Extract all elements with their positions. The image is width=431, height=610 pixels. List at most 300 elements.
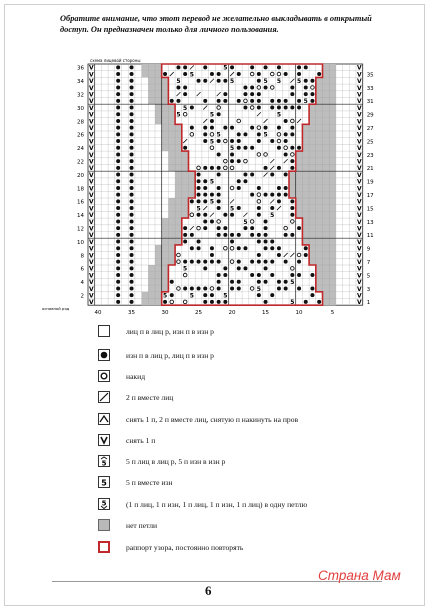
purl-dot [237,139,241,143]
purl-dot [284,280,288,284]
slip-stitch-mark: V [357,138,362,146]
purl-dot [257,273,261,277]
purl-dot [163,72,167,76]
slip-stitch-mark: V [89,145,94,153]
up-5-icon [98,455,110,467]
slash-icon [98,391,110,403]
purl-dot [130,186,134,190]
five-stitch-mark: 5 [243,218,248,226]
column-number: 5 [330,310,335,317]
purl-dot [284,193,288,197]
purl-dot [203,193,207,197]
purl-dot [290,126,294,130]
purl-dot [250,273,254,277]
purl-dot [270,260,274,264]
five-stitch-mark: 5 [276,78,282,86]
row-number-left: 12 [77,226,84,233]
purl-dot [277,280,281,284]
row-number-right: 17 [366,192,374,199]
slip-stitch-mark: V [357,118,362,126]
purl-dot [183,240,187,244]
purl-dot [257,79,261,83]
purl-dot [197,286,201,290]
purl-dot [250,85,254,89]
row-number-right: 3 [366,286,371,293]
no-stitch-cell [148,91,168,98]
purl-dot [237,99,241,103]
five-stitch-mark: 5 [196,205,201,213]
slip-stitch-mark: V [357,292,362,300]
row-number-left: 26 [77,132,84,139]
purl-dot [257,206,261,210]
purl-dot [116,226,120,230]
purl-dot [217,186,221,190]
purl-dot [250,193,254,197]
slip-stitch-mark: V [89,84,94,92]
purl-dot [217,166,221,170]
purl-dot [230,213,234,217]
no-stitch-cell [302,138,336,145]
purl-dot [264,219,268,223]
legend-row [98,324,214,338]
purl-dot [237,146,241,150]
five-icon [98,476,110,488]
five-stitch-mark: 5 [162,292,168,300]
purl-dot [183,85,187,89]
legend-row [98,475,173,489]
purl-dot [243,132,247,136]
purl-dot [264,246,268,250]
row-number-right: 27 [366,125,374,132]
purl-dot [290,159,294,163]
row-number-left: 10 [77,239,84,246]
purl-dot [223,266,227,270]
purl-dot [310,79,314,83]
slip-stitch-mark: V [89,98,94,106]
purl-dot [237,159,241,163]
purl-dot [217,193,221,197]
purl-dot [203,186,207,190]
purl-dot [210,246,214,250]
purl-dot [210,219,214,223]
purl-dot [130,300,134,304]
purl-dot [116,233,120,237]
purl-dot [257,72,261,76]
purl-dot [264,85,268,89]
purl-dot [230,280,234,284]
purl-dot [237,179,241,183]
no-stitch-cell [142,71,162,78]
row-number-right: 23 [366,152,374,159]
purl-dot [130,226,134,230]
purl-dot [116,206,120,210]
purl-dot [223,300,227,304]
purl-dot [203,65,207,69]
purl-dot [250,65,254,69]
purl-dot [210,166,214,170]
slip-stitch-mark: V [357,64,362,72]
slip-stitch-mark: V [89,198,94,206]
purl-dot [264,260,268,264]
purl-dot [197,193,201,197]
row-number-right: 31 [366,99,374,106]
purl-dot [217,99,221,103]
row-number-right: 19 [366,179,374,186]
purl-dot [116,139,120,143]
row-number-left: 28 [77,119,84,126]
purl-dot [237,206,241,210]
purl-dot [116,179,120,183]
row-number-left: 18 [77,186,84,193]
five-stitch-mark: 5 [303,98,308,106]
slip-stitch-mark: V [357,78,362,86]
caret-icon [98,413,110,425]
purl-dot [243,266,247,270]
purl-dot [304,246,308,250]
purl-dot [284,233,288,237]
no-stitch-cell [148,84,168,91]
legend-text: нет петли [126,520,158,530]
purl-dot [116,260,120,264]
no-stitch-cell [155,252,175,259]
purl-dot [243,85,247,89]
purl-dot [230,286,234,290]
purl-dot [203,79,207,83]
purl-dot [230,139,234,143]
purl-dot [176,65,180,69]
purl-dot [210,253,214,257]
five-stitch-mark: 5 [209,198,215,206]
no-stitch-cell [162,138,182,145]
row-number-right: 1 [366,300,371,307]
purl-dot [217,260,221,264]
purl-dot [237,266,241,270]
no-stitch-cell [316,265,336,272]
purl-dot [230,65,234,69]
no-stitch-cell [155,104,175,111]
purl-dot [237,233,241,237]
page-number: 6 [205,583,212,598]
legend-text: 5 п вместе изн [126,477,173,487]
no-stitch-cell [162,144,182,151]
purl-dot [264,233,268,237]
purl-dot [257,99,261,103]
purl-dot [270,106,274,110]
purl-dot [130,293,134,297]
purl-dot [203,286,207,290]
slip-stitch-mark: V [357,205,362,213]
purl-dot [170,293,174,297]
no-stitch-cell [162,218,182,225]
purl-dot [257,253,261,257]
five-stitch-mark: 5 [189,71,194,79]
no-stitch-cell [162,232,182,239]
no-stitch-cell [175,171,195,178]
slip-stitch-mark: V [89,118,94,126]
purl-dot [304,253,308,257]
row-number-left: 8 [80,253,84,260]
purl-dot [290,166,294,170]
purl-dot [130,260,134,264]
purl-dot [197,199,201,203]
row-number-left: 16 [77,199,84,206]
purl-dot [116,240,120,244]
purl-dot [290,273,294,277]
slip-stitch-mark: V [357,245,362,253]
slip-stitch-mark: V [357,104,362,112]
slip-stitch-mark: V [89,104,94,112]
purl-dot [203,213,207,217]
no-stitch-cell [148,265,168,272]
purl-dot [290,206,294,210]
no-stitch-cell [142,299,162,306]
row-number-right: 33 [366,85,374,92]
purl-dot [130,152,134,156]
five-stitch-mark: 5 [176,111,181,119]
purl-dot [310,293,314,297]
purl-dot [197,186,201,190]
no-stitch-cell [142,292,162,299]
purl-dot [190,260,194,264]
row-number-left: 2 [80,293,84,300]
no-stitch-cell [148,272,168,279]
no-stitch-cell [155,245,175,252]
purl-dot [210,293,214,297]
purl-dot [290,233,294,237]
purl-dot [237,260,241,264]
purl-dot [116,213,120,217]
purl-dot [203,99,207,103]
purl-dot [197,260,201,264]
row-number-left: 20 [77,172,84,179]
five-stitch-mark: 5 [229,205,235,213]
row-number-right: 11 [366,233,374,240]
legend-text: раппорт узора, постоянно повторять [126,542,244,552]
purl-dot [237,186,241,190]
purl-dot [217,233,221,237]
purl-dot [270,173,274,177]
row-number-right: 9 [366,246,371,253]
knitting-chart [40,56,390,326]
purl-dot [203,219,207,223]
purl-dot [230,233,234,237]
purl-dot [176,85,180,89]
purl-dot [257,213,261,217]
row-number-left: 32 [77,92,84,99]
slip-stitch-mark: V [357,71,362,79]
purl-dot [130,219,134,223]
purl-dot [250,260,254,264]
legend-text: 2 п вместе лиц [126,392,174,402]
slip-stitch-mark: V [357,218,362,226]
legend-row [98,540,243,554]
purl-dot [116,286,120,290]
purl-dot [197,213,201,217]
no-stitch-cell [316,285,336,292]
five-stitch-mark: 5 [263,78,268,86]
purl-dot [130,106,134,110]
slip-stitch-mark: V [357,84,362,92]
row-number-left: 24 [77,146,84,153]
slip-stitch-mark: V [89,252,94,260]
purl-dot [250,92,254,96]
no-stitch-cell [316,98,336,105]
column-number: 10 [295,310,303,317]
purl-dot [116,166,120,170]
slip-stitch-mark: V [89,245,94,253]
purl-dot [290,146,294,150]
purl-dot [230,126,234,130]
slip-stitch-mark: V [89,171,94,179]
purl-dot [130,99,134,103]
purl-dot [297,146,301,150]
purl-dot [310,273,314,277]
purl-dot [183,226,187,230]
legend-row [98,454,225,468]
purl-dot [210,193,214,197]
slip-stitch-mark: V [89,158,94,166]
purl-dot [130,253,134,257]
no-stitch-cell [168,151,188,158]
purl-dot [284,106,288,110]
purl-dot [304,92,308,96]
purl-dot [284,139,288,143]
five-stitch-mark: 5 [209,138,215,146]
slip-stitch-mark: V [357,225,362,233]
purl-dot [210,126,214,130]
row-number-left: 4 [80,280,84,287]
purl-dot [297,273,301,277]
svg-text:5: 5 [101,499,107,508]
purl-dot [290,199,294,203]
no-stitch-cell [148,77,168,84]
purl-dot [116,126,120,130]
purl-dot [270,99,274,103]
slip-stitch-mark: V [89,232,94,240]
slip-stitch-mark: V [89,279,94,287]
slip-stitch-mark: V [357,111,362,119]
purl-dot [190,246,194,250]
purl-dot [197,179,201,183]
purl-dot [116,219,120,223]
row-number-right: 5 [366,273,371,280]
purl-dot [257,106,261,110]
purl-dot [297,260,301,264]
purl-dot [250,126,254,130]
purl-dot [264,300,268,304]
purl-dot [270,193,274,197]
no-stitch-cell [162,131,182,138]
purl-dot [297,65,301,69]
purl-dot [290,106,294,110]
purl-dot [203,293,207,297]
purl-dot [217,139,221,143]
purl-dot [190,106,194,110]
purl-dot [130,146,134,150]
legend-text: изн п в лиц р, лиц п в изн р [126,350,214,360]
legend-text: 5 п лиц в лиц р, 5 п изн в изн р [126,456,226,466]
purl-dot [284,186,288,190]
purl-dot [183,92,187,96]
purl-dot [297,106,301,110]
purl-dot [190,199,194,203]
no-stitch-cell [155,258,175,265]
purl-dot [290,132,294,136]
five-stitch-mark: 5 [229,145,235,153]
purl-dot [290,92,294,96]
purl-dot [130,72,134,76]
no-stitch-cell [168,205,188,212]
five-stitch-mark: 5 [209,178,215,186]
purl-dot [277,286,281,290]
legend-text: снять 1 п [126,435,156,445]
column-number: 25 [195,310,203,317]
purl-dot [176,99,180,103]
slip-stitch-mark: V [357,185,362,193]
purl-dot [217,273,221,277]
purl-dot [277,246,281,250]
slip-stitch-mark: V [357,212,362,220]
legend-row [98,433,155,447]
purl-dot [130,199,134,203]
five-stitch-mark: 5 [290,299,295,307]
purl-dot [310,92,314,96]
purl-dot [243,146,247,150]
purl-dot [130,240,134,244]
purl-dot [257,233,261,237]
purl-dot [130,139,134,143]
purl-dot [230,159,234,163]
no-stitch-cell [175,191,195,198]
no-stitch-cell [168,158,188,165]
five-stitch-mark: 5 [296,78,302,86]
five-stitch-mark: 5 [229,78,235,86]
purl-dot [116,293,120,297]
purl-dot [116,253,120,257]
purl-dot [237,246,241,250]
row-number-right: 15 [366,206,374,213]
purl-dot [130,280,134,284]
purl-dot [277,126,281,130]
no-stitch-cell [316,278,336,285]
column-number: 35 [128,310,136,317]
purl-dot [116,65,120,69]
purl-dot [197,79,201,83]
purl-dot [237,132,241,136]
slip-stitch-mark: V [89,299,94,307]
slip-stitch-mark: V [89,178,94,186]
purl-dot [257,293,261,297]
no-stitch-cell [168,211,188,218]
grey-square-icon [98,519,110,531]
five-stitch-mark: 5 [290,279,295,287]
slip-stitch-mark: V [357,151,362,159]
slip-stitch-mark: V [357,124,362,132]
purl-dot [237,280,241,284]
purl-dot [183,146,187,150]
slip-stitch-mark: V [357,98,362,106]
purl-dot [197,173,201,177]
no-stitch-cell [148,98,168,105]
purl-dot [257,132,261,136]
slip-stitch-mark: V [357,171,362,179]
slip-stitch-mark: V [89,111,94,119]
purl-dot [277,253,281,257]
no-stitch-cell [148,285,168,292]
slip-stitch-mark: V [89,272,94,280]
purl-dot [203,179,207,183]
purl-dot [243,173,247,177]
